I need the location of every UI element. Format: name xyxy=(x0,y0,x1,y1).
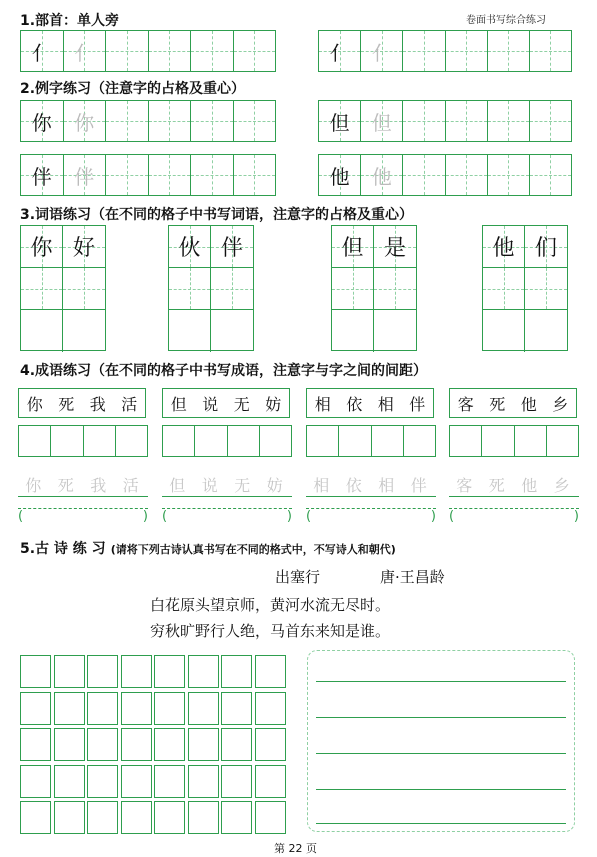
word-cell[interactable] xyxy=(332,310,374,352)
tian-cell[interactable] xyxy=(191,101,234,141)
idiom-cell[interactable] xyxy=(372,426,404,456)
trace-char: 乡 xyxy=(553,475,572,495)
tian-cell[interactable] xyxy=(403,155,445,195)
word-cell[interactable] xyxy=(21,268,63,310)
poem-author: 唐·王昌龄 xyxy=(380,568,445,586)
example-char: 他 xyxy=(371,164,392,189)
tian-cell[interactable] xyxy=(530,31,571,71)
word-cell[interactable] xyxy=(211,226,253,268)
poem-square[interactable] xyxy=(255,655,286,688)
idiom-char: 但 xyxy=(170,394,187,414)
poem-square[interactable] xyxy=(221,765,252,798)
poem-square[interactable] xyxy=(20,801,51,834)
word-cell[interactable] xyxy=(374,226,416,268)
example-char: 你 xyxy=(31,110,52,135)
tian-cell[interactable] xyxy=(530,155,571,195)
answer-parentheses[interactable] xyxy=(18,508,148,525)
tian-cell[interactable] xyxy=(488,31,530,71)
word-cell[interactable] xyxy=(483,226,525,268)
example-grid-dan[interactable] xyxy=(318,100,572,142)
paren-open: ( xyxy=(18,509,24,524)
poem-square[interactable] xyxy=(255,728,286,761)
trace-char: 客 xyxy=(456,475,475,495)
example-char: 亻 xyxy=(371,40,392,65)
poem-square[interactable] xyxy=(188,692,219,725)
section4-title: 4.成语练习（在不同的格子中书写成语，注意字与字之间的间距） xyxy=(20,363,428,379)
paren-close: ) xyxy=(142,509,148,524)
writing-line xyxy=(316,717,566,718)
tian-cell[interactable] xyxy=(149,155,192,195)
radical-grid-left[interactable] xyxy=(20,30,276,72)
idiom-cell[interactable] xyxy=(19,426,51,456)
paren-close: ) xyxy=(286,509,292,524)
idiom-trace-line[interactable] xyxy=(306,472,436,497)
tian-cell[interactable] xyxy=(106,101,149,141)
tian-cell[interactable] xyxy=(319,155,361,195)
poem-square[interactable] xyxy=(87,692,118,725)
tian-cell[interactable] xyxy=(149,31,192,71)
poem-square[interactable] xyxy=(87,765,118,798)
example-char: 亻 xyxy=(329,40,350,65)
tian-cell[interactable] xyxy=(21,155,64,195)
poem-square[interactable] xyxy=(87,728,118,761)
word-char: 好 xyxy=(72,236,95,261)
idiom-cell[interactable] xyxy=(339,426,371,456)
word-cell[interactable] xyxy=(169,268,211,310)
idiom-writing-grid[interactable] xyxy=(18,425,148,457)
section5-title xyxy=(20,538,396,558)
idiom-cell[interactable] xyxy=(163,426,195,456)
poem-square[interactable] xyxy=(87,801,118,834)
word-char: 伙 xyxy=(178,236,201,261)
idiom-writing-grid[interactable] xyxy=(162,425,292,457)
idiom-box xyxy=(162,388,290,418)
word-cell[interactable] xyxy=(211,310,253,352)
idiom-char: 死 xyxy=(58,394,75,414)
tian-cell[interactable] xyxy=(319,101,361,141)
poem-square[interactable] xyxy=(121,655,152,688)
word-char: 你 xyxy=(30,236,53,261)
tian-cell[interactable] xyxy=(446,155,488,195)
idiom-trace-line[interactable] xyxy=(449,472,579,497)
writing-line xyxy=(316,681,566,682)
example-grid-ban[interactable] xyxy=(20,154,276,196)
idiom-cell[interactable] xyxy=(515,426,547,456)
trace-char: 说 xyxy=(201,475,220,495)
section5-title-main: 5.古 诗 练 习 xyxy=(20,541,106,557)
poem-title: 出塞行 xyxy=(275,568,321,586)
word-char: 们 xyxy=(534,236,557,261)
idiom-cell[interactable] xyxy=(450,426,482,456)
example-char: 伴 xyxy=(31,164,52,189)
idiom-char: 活 xyxy=(121,394,138,414)
tian-cell[interactable] xyxy=(21,101,64,141)
tian-cell[interactable] xyxy=(106,31,149,71)
idiom-writing-grid[interactable] xyxy=(449,425,579,457)
header-tag: 卷面书写综合练习 xyxy=(466,15,546,26)
idiom-box xyxy=(449,388,577,418)
answer-parentheses[interactable] xyxy=(162,508,292,525)
idiom-char: 我 xyxy=(89,394,106,414)
idiom-char: 乡 xyxy=(552,394,569,414)
word-grid[interactable] xyxy=(331,225,417,351)
tian-cell[interactable] xyxy=(64,101,107,141)
tian-cell[interactable] xyxy=(234,155,276,195)
word-cell[interactable] xyxy=(63,226,105,268)
poem-square[interactable] xyxy=(255,692,286,725)
word-cell[interactable] xyxy=(525,310,567,352)
tian-cell[interactable] xyxy=(21,31,64,71)
tian-cell[interactable] xyxy=(234,31,276,71)
word-cell[interactable] xyxy=(525,226,567,268)
example-grid-ni[interactable] xyxy=(20,100,276,142)
poem-square[interactable] xyxy=(221,655,252,688)
idiom-cell[interactable] xyxy=(482,426,514,456)
example-char: 你 xyxy=(74,110,95,135)
example-char: 亻 xyxy=(31,40,52,65)
idiom-cell[interactable] xyxy=(51,426,83,456)
writing-line xyxy=(316,753,566,754)
trace-char: 相 xyxy=(313,475,332,495)
paren-open: ( xyxy=(449,509,455,524)
tian-cell[interactable] xyxy=(319,31,361,71)
poem-square[interactable] xyxy=(188,728,219,761)
trace-char: 无 xyxy=(234,475,253,495)
idiom-cell[interactable] xyxy=(195,426,227,456)
word-cell[interactable] xyxy=(374,310,416,352)
poem-square[interactable] xyxy=(255,765,286,798)
idiom-char: 说 xyxy=(202,394,219,414)
poem-square[interactable] xyxy=(54,728,85,761)
poem-square[interactable] xyxy=(20,655,51,688)
idiom-writing-grid[interactable] xyxy=(306,425,436,457)
tian-cell[interactable] xyxy=(361,155,403,195)
answer-parentheses[interactable] xyxy=(306,508,436,525)
section3-title: 3.词语练习（在不同的格子中书写词语，注意字的占格及重心） xyxy=(20,207,414,223)
tian-cell[interactable] xyxy=(64,155,107,195)
idiom-char: 依 xyxy=(346,394,363,414)
trace-char: 死 xyxy=(57,475,76,495)
word-char: 伴 xyxy=(220,236,243,261)
poem-square[interactable] xyxy=(54,765,85,798)
idiom-char: 你 xyxy=(26,394,43,414)
tian-cell[interactable] xyxy=(191,155,234,195)
writing-line xyxy=(316,789,566,790)
tian-cell[interactable] xyxy=(361,101,403,141)
tian-cell[interactable] xyxy=(64,31,107,71)
word-cell[interactable] xyxy=(169,226,211,268)
idiom-char: 相 xyxy=(314,394,331,414)
idiom-box xyxy=(18,388,146,418)
poem-square[interactable] xyxy=(154,655,185,688)
idiom-char: 客 xyxy=(457,394,474,414)
idiom-cell[interactable] xyxy=(307,426,339,456)
tian-cell[interactable] xyxy=(191,31,234,71)
idiom-box xyxy=(306,388,434,418)
trace-char: 相 xyxy=(378,475,397,495)
tian-cell[interactable] xyxy=(106,155,149,195)
poem-square[interactable] xyxy=(221,692,252,725)
poem-square[interactable] xyxy=(54,692,85,725)
poem-square[interactable] xyxy=(188,765,219,798)
idiom-cell[interactable] xyxy=(228,426,260,456)
poem-line-1: 白花原头望京师，黄河水流无尽时。 xyxy=(150,596,391,614)
example-grid-ta[interactable] xyxy=(318,154,572,196)
poem-square[interactable] xyxy=(188,655,219,688)
word-char: 他 xyxy=(492,236,515,261)
poem-square[interactable] xyxy=(154,765,185,798)
word-char: 是 xyxy=(383,236,406,261)
tian-cell[interactable] xyxy=(488,101,530,141)
poem-square[interactable] xyxy=(188,801,219,834)
idiom-cell[interactable] xyxy=(116,426,147,456)
word-cell[interactable] xyxy=(63,310,105,352)
paren-open: ( xyxy=(306,509,312,524)
page-number: 第 22 页 xyxy=(274,842,317,855)
poem-square[interactable] xyxy=(154,801,185,834)
word-cell[interactable] xyxy=(169,310,211,352)
poem-square[interactable] xyxy=(20,728,51,761)
word-cell[interactable] xyxy=(332,268,374,310)
trace-char: 依 xyxy=(345,475,364,495)
example-char: 他 xyxy=(329,164,350,189)
trace-char: 他 xyxy=(521,475,540,495)
trace-char: 你 xyxy=(25,475,44,495)
poem-square[interactable] xyxy=(154,692,185,725)
idiom-char: 妨 xyxy=(265,394,282,414)
poem-square[interactable] xyxy=(121,692,152,725)
example-char: 但 xyxy=(371,110,392,135)
trace-char: 伴 xyxy=(410,475,429,495)
word-grid[interactable] xyxy=(482,225,568,351)
poem-square[interactable] xyxy=(221,801,252,834)
tian-cell[interactable] xyxy=(403,31,445,71)
poem-square[interactable] xyxy=(154,728,185,761)
poem-square[interactable] xyxy=(54,655,85,688)
word-cell[interactable] xyxy=(63,268,105,310)
trace-char: 但 xyxy=(169,475,188,495)
idiom-cell[interactable] xyxy=(404,426,435,456)
poem-square[interactable] xyxy=(255,801,286,834)
tian-cell[interactable] xyxy=(446,31,488,71)
radical-grid-right[interactable] xyxy=(318,30,572,72)
tian-cell[interactable] xyxy=(234,101,276,141)
section5-title-note: (请将下列古诗认真书写在不同的格式中，不写诗人和朝代) xyxy=(110,543,396,556)
tian-cell[interactable] xyxy=(446,101,488,141)
example-char: 但 xyxy=(329,110,350,135)
word-cell[interactable] xyxy=(211,268,253,310)
paren-close: ) xyxy=(573,509,579,524)
answer-parentheses[interactable] xyxy=(449,508,579,525)
idiom-char: 他 xyxy=(520,394,537,414)
lined-writing-area[interactable] xyxy=(307,650,575,832)
word-cell[interactable] xyxy=(332,226,374,268)
section1-title: 1.部首：单人旁 xyxy=(20,13,120,29)
word-grid[interactable] xyxy=(168,225,254,351)
idiom-trace-line[interactable] xyxy=(162,472,292,497)
word-cell[interactable] xyxy=(21,310,63,352)
word-cell[interactable] xyxy=(483,310,525,352)
word-char: 但 xyxy=(341,236,364,261)
poem-square[interactable] xyxy=(121,728,152,761)
idiom-trace-line[interactable] xyxy=(18,472,148,497)
paren-open: ( xyxy=(162,509,168,524)
word-cell[interactable] xyxy=(374,268,416,310)
tian-cell[interactable] xyxy=(149,101,192,141)
poem-square[interactable] xyxy=(54,801,85,834)
trace-char: 死 xyxy=(488,475,507,495)
idiom-cell[interactable] xyxy=(547,426,578,456)
tian-cell[interactable] xyxy=(361,31,403,71)
paren-close: ) xyxy=(430,509,436,524)
tian-cell[interactable] xyxy=(488,155,530,195)
word-cell[interactable] xyxy=(483,268,525,310)
poem-square[interactable] xyxy=(87,655,118,688)
tian-cell[interactable] xyxy=(530,101,571,141)
poem-square[interactable] xyxy=(20,692,51,725)
poem-square[interactable] xyxy=(20,765,51,798)
idiom-char: 死 xyxy=(489,394,506,414)
idiom-char: 无 xyxy=(233,394,250,414)
poem-square[interactable] xyxy=(121,801,152,834)
writing-line xyxy=(316,823,566,824)
example-char: 伴 xyxy=(74,164,95,189)
word-cell[interactable] xyxy=(525,268,567,310)
idiom-char: 伴 xyxy=(409,394,426,414)
section2-title: 2.例字练习（注意字的占格及重心） xyxy=(20,81,246,97)
idiom-char: 相 xyxy=(377,394,394,414)
idiom-cell[interactable] xyxy=(84,426,116,456)
trace-char: 妨 xyxy=(266,475,285,495)
trace-char: 我 xyxy=(90,475,109,495)
word-cell[interactable] xyxy=(21,226,63,268)
poem-line-2: 穷秋旷野行人绝，马首东来知是谁。 xyxy=(150,622,391,640)
idiom-cell[interactable] xyxy=(260,426,291,456)
poem-square[interactable] xyxy=(121,765,152,798)
word-grid[interactable] xyxy=(20,225,106,351)
example-char: 亻 xyxy=(74,40,95,65)
trace-char: 活 xyxy=(122,475,141,495)
poem-square[interactable] xyxy=(221,728,252,761)
tian-cell[interactable] xyxy=(403,101,445,141)
